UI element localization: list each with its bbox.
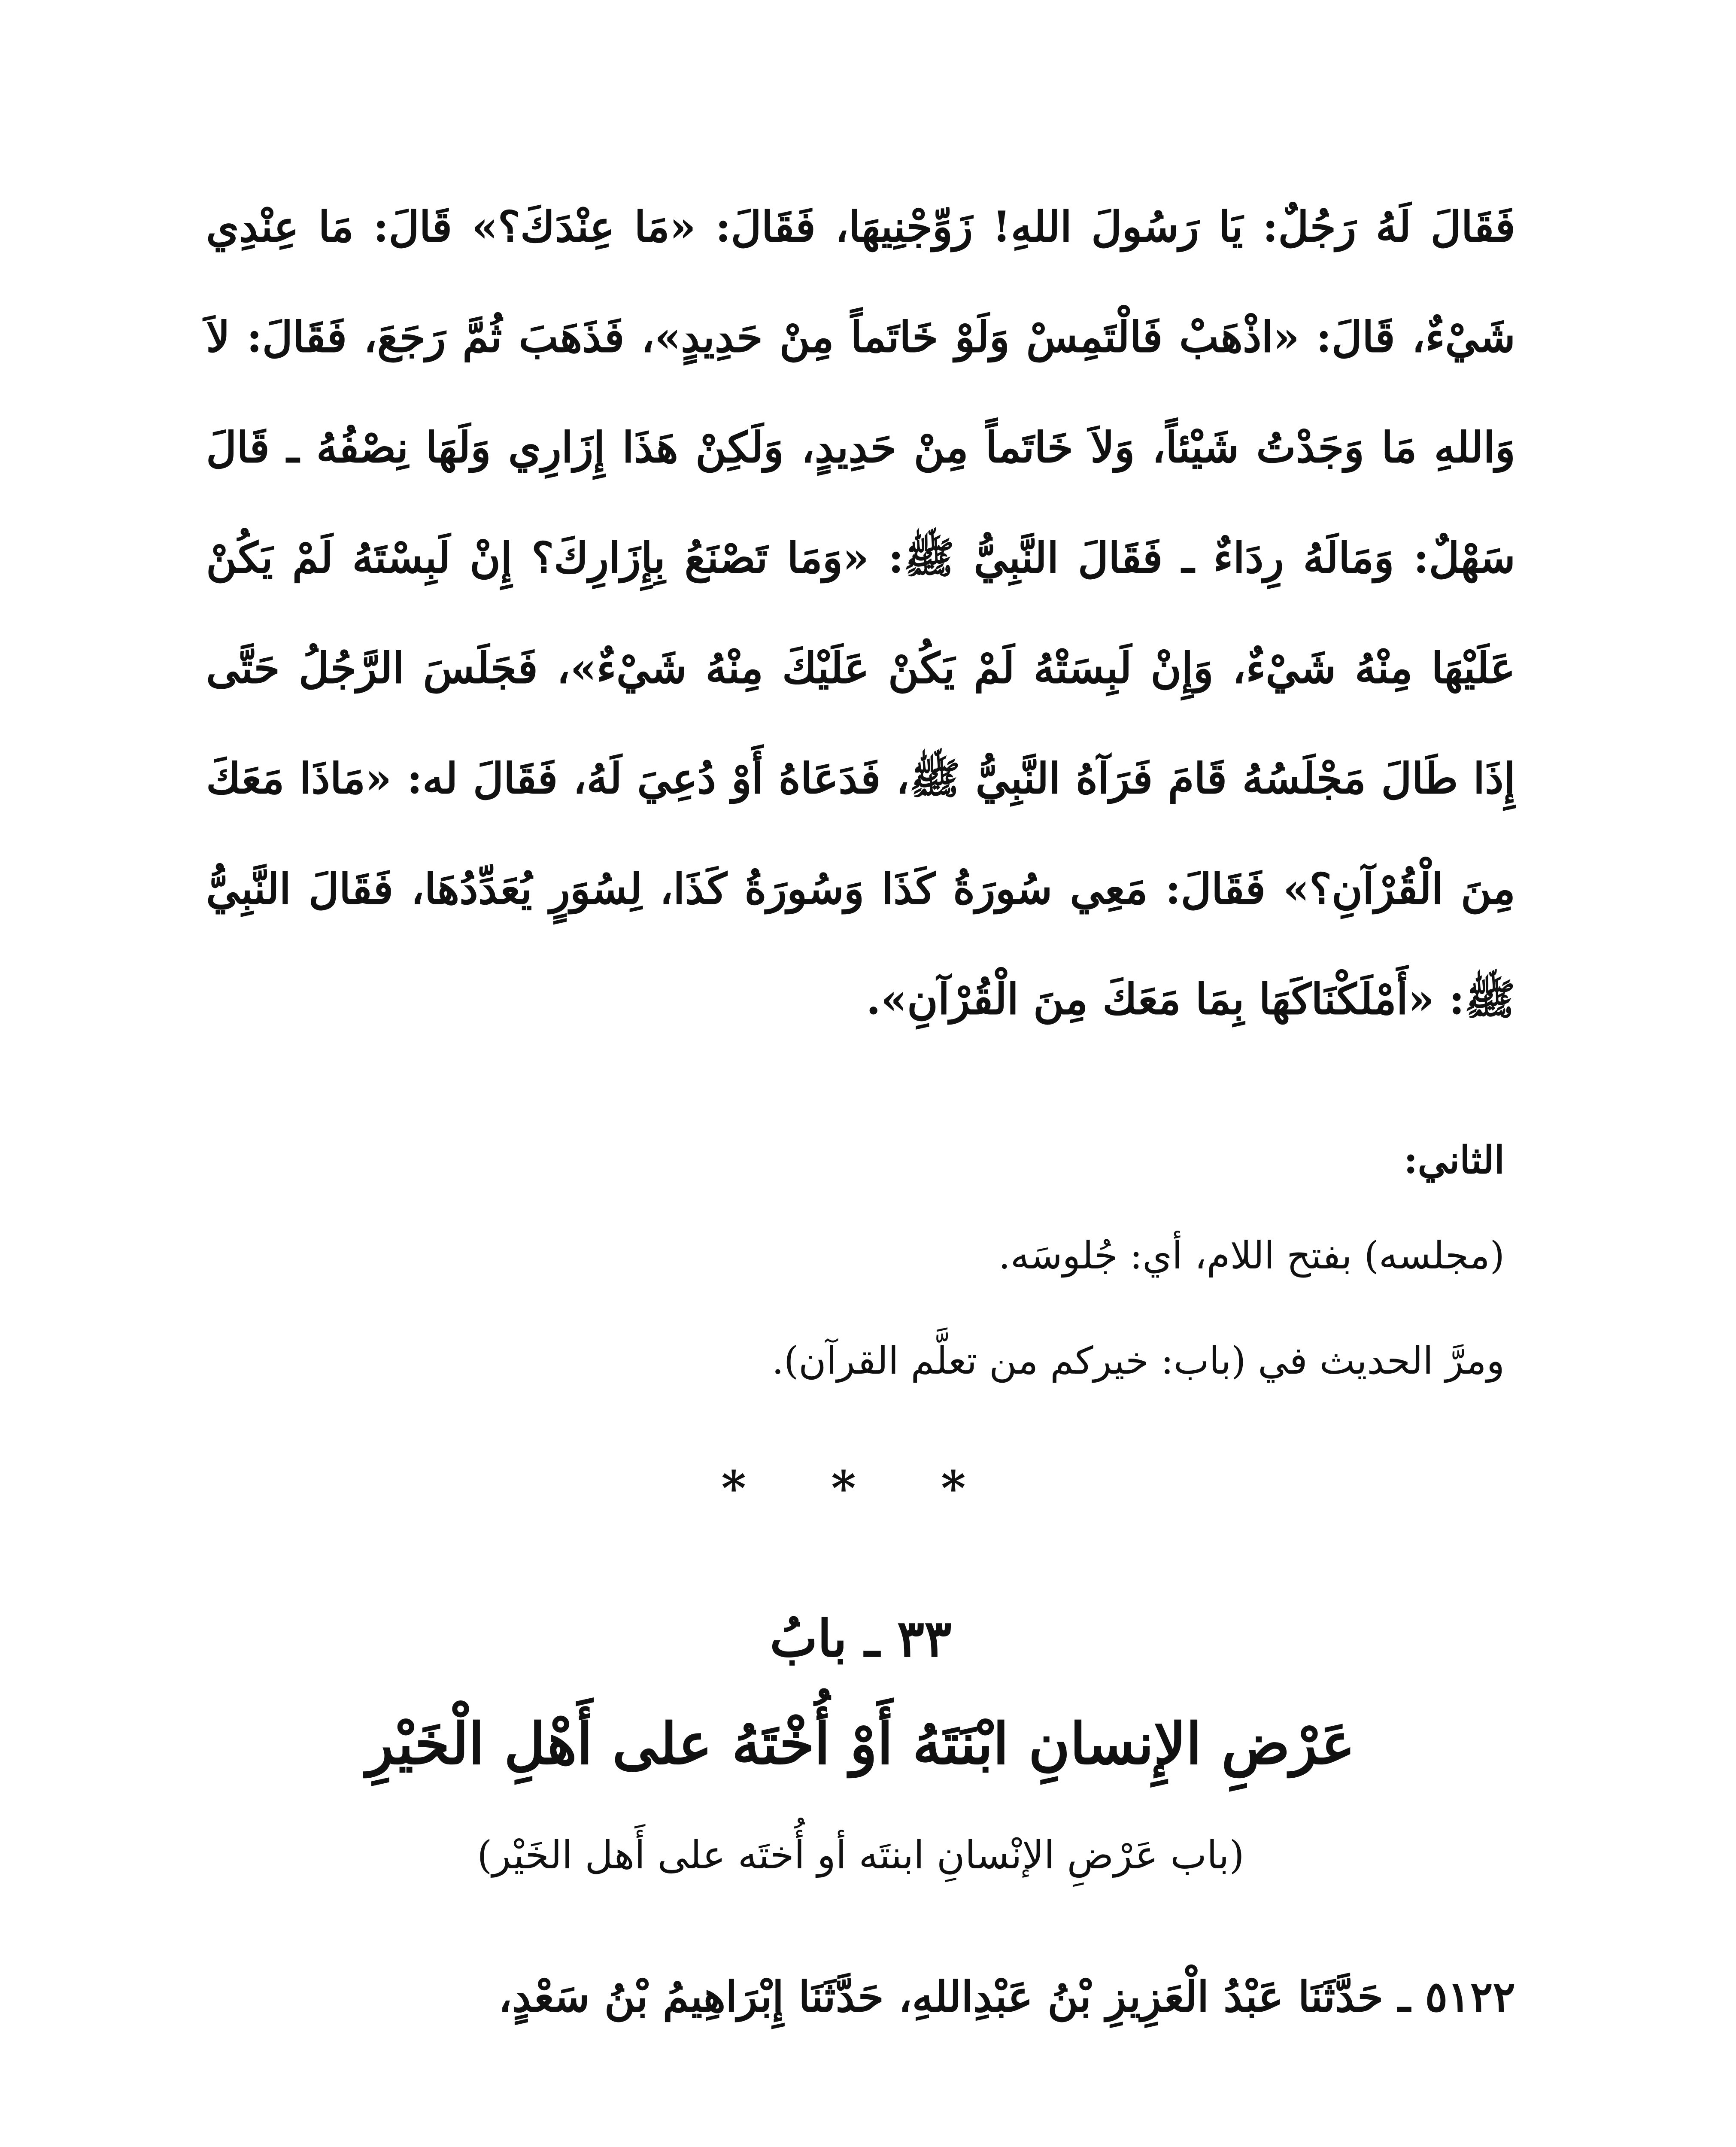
commentary-heading: الثاني:	[1404, 1137, 1505, 1182]
section-separator: * * *	[721, 1460, 1000, 1516]
commentary-line-1: (مجلسه) بفتح اللام، أي: جُلوسَه.	[998, 1233, 1505, 1277]
commentary-line-2: ومرَّ الحديث في (باب: خيركم من تعلَّم القرآن).	[771, 1338, 1505, 1383]
next-hadith-start: ٥١٢٢ ـ حَدَّثَنَا عَبْدُ الْعَزِيزِ بْنُ عَبْدِاللهِ، حَدَّثَنَا إِبْرَاهِيمُ بْنُ سَعْدٍ،	[498, 1972, 1515, 2022]
chapter-subtitle: (باب عَرْضِ الإنْسانِ ابنتَه أو أُختَه على أَهل الخَيْر)	[477, 1833, 1244, 1878]
chapter-title: عَرْضِ الإِنسانِ ابْنَتَهُ أَوْ أُخْتَهُ على أَهْلِ الْخَيْرِ	[366, 1711, 1355, 1777]
chapter-number: ٣٣ ـ بابُ	[770, 1609, 952, 1668]
hadith-text: فَقَالَ لَهُ رَجُلٌ: يَا رَسُولَ اللهِ! زَوِّجْنِيهَا، فَقَالَ: «مَا عِنْدَكَ؟» قَالَ: مَا عِنْدِي شَيْءٌ، قَالَ: «اذْهَبْ فَالْتَمِسْ وَلَوْ خَاتَماً مِنْ حَدِيدٍ»، فَذَهَبَ ثُمَّ رَجَعَ، فَقَالَ: لاَ وَاللهِ مَا وَجَدْتُ شَيْئاً، وَلاَ خَاتَماً مِنْ حَدِيدٍ، وَلَكِنْ هَذَا إِزَارِي وَلَهَا نِصْفُهُ ـ قَالَ سَهْلٌ: وَمَالَهُ رِدَاءٌ ـ فَقَالَ النَّبِيُّ ﷺ: «وَمَا تَصْنَعُ بِإِزَارِكَ؟ إِنْ لَبِسْتَهُ لَمْ يَكُنْ عَلَيْهَا مِنْهُ شَيْءٌ، وَإِنْ لَبِسَتْهُ لَمْ يَكُنْ عَلَيْكَ مِنْهُ شَيْءٌ»، فَجَلَسَ الرَّجُلُ حَتَّى إِذَا طَالَ مَجْلَسُهُ قَامَ فَرَآهُ النَّبِيُّ ﷺ، فَدَعَاهُ أَوْ دُعِيَ لَهُ، فَقَالَ له: «مَاذَا مَعَكَ مِنَ الْقُرْآنِ؟» فَقَالَ: مَعِي سُورَةُ كَذَا وَسُورَةُ كَذَا، لِسُوَرٍ يُعَدِّدُهَا، فَقَالَ النَّبِيُّ ﷺ: «أَمْلَكْنَاكَهَا بِمَا مَعَكَ مِنَ الْقُرْآنِ».	[206, 202, 1515, 1024]
document-page	[206, 172, 1515, 2147]
commentary-section	[206, 1117, 1515, 1413]
